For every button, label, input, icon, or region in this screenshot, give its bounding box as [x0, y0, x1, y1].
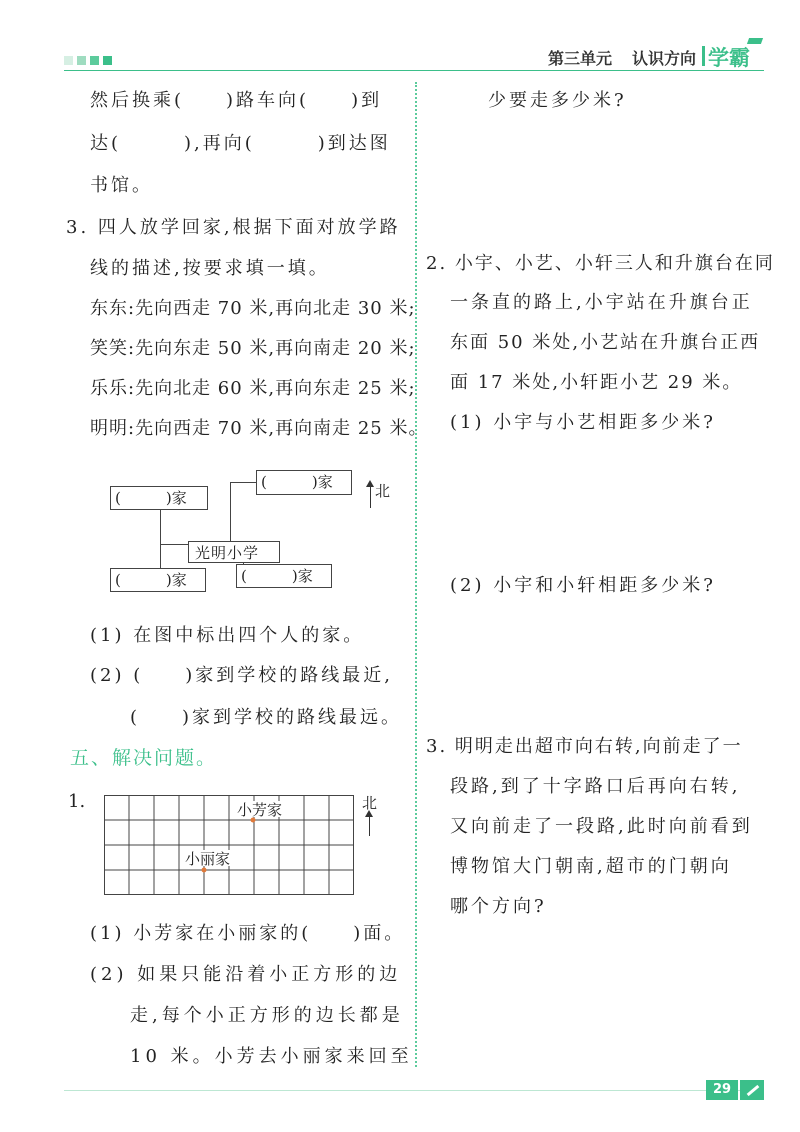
q1-sub2-line-2: 走,每个小正方形的边长都是 — [130, 1005, 404, 1026]
column-divider — [415, 82, 417, 1067]
right-cont: 少要走多少米? — [488, 90, 627, 111]
q2-line-4: 面 17 米处,小轩距小艺 29 米。 — [450, 372, 743, 393]
grid-label-xiaoli-home: 小丽家 — [185, 850, 231, 868]
q3r-line-5: 哪个方向? — [450, 896, 547, 917]
q3r-line-3: 又向前走了一段路,此时向前看到 — [450, 816, 753, 837]
left-cont-line-2: 达( ),再向( )到达图 — [90, 133, 391, 154]
q3-line-2: 线的描述,按要求填一填。 — [90, 258, 330, 279]
map-home-box-northwest[interactable]: ( )家 — [110, 486, 208, 510]
map-home-box-southwest[interactable]: ( )家 — [110, 568, 206, 592]
q3-sub2a: (2) ( )家到学校的路线最近, — [90, 665, 393, 686]
q1-num: 1. — [68, 791, 86, 812]
route-lele: 乐乐:先向北走 60 米,再向东走 25 米; — [90, 378, 416, 399]
header-divider-bar — [702, 46, 705, 66]
q2-sub1: (1) 小宇与小艺相距多少米? — [450, 412, 716, 433]
q3-line-1: 3. 四人放学回家,根据下面对放学路 — [66, 217, 401, 238]
header-rule — [64, 70, 764, 71]
grid-label-xiaofang-home: 小芳家 — [237, 801, 283, 819]
q3-sub1: (1) 在图中标出四个人的家。 — [90, 625, 365, 646]
q2-line-3: 东面 50 米处,小艺站在升旗台正西 — [450, 332, 761, 353]
mortarboard-icon — [747, 38, 763, 44]
grid-north-label: 北 — [362, 794, 378, 812]
left-cont-line-3: 书馆。 — [90, 175, 153, 196]
route-xiaoxiao: 笑笑:先向东走 50 米,再向南走 20 米; — [90, 338, 416, 359]
q1-sub1: (1) 小芳家在小丽家的( )面。 — [90, 923, 406, 944]
footer-rule — [64, 1090, 764, 1091]
left-cont-line-1: 然后换乘( )路车向( )到 — [90, 90, 383, 111]
q3r-line-4: 博物馆大门朝南,超市的门朝向 — [450, 856, 732, 877]
q2-line-2: 一条直的路上,小宇站在升旗台正 — [450, 292, 753, 313]
map-home-box-northeast[interactable]: ( )家 — [256, 470, 352, 495]
q3r-line-2: 段路,到了十字路口后再向右转, — [450, 776, 741, 797]
header-topic: 认识方向 — [632, 49, 697, 68]
q2-sub2: (2) 小宇和小轩相距多少米? — [450, 575, 716, 596]
q3-sub2b: ( )家到学校的路线最远。 — [130, 707, 403, 728]
q2-line-1: 2. 小宇、小艺、小轩三人和升旗台在同 — [426, 253, 775, 274]
section-five-title: 五、解决问题。 — [70, 747, 218, 769]
map-home-box-southeast[interactable]: ( )家 — [236, 564, 332, 588]
q1-sub2-line-3: 10 米。小芳去小丽家来回至 — [130, 1046, 413, 1067]
page-number: 29 — [706, 1080, 738, 1100]
q1-sub2-line-1: (2) 如果只能沿着小正方形的边 — [90, 964, 402, 985]
block-grid — [104, 795, 354, 895]
header-brand: 学霸 — [708, 46, 750, 70]
map-school-box: 光明小学 — [188, 541, 280, 563]
north-arrowhead-icon — [366, 480, 374, 487]
header-unit: 第三单元 — [548, 49, 613, 68]
route-mingming: 明明:先向西走 70 米,再向南走 25 米。 — [90, 418, 428, 439]
q3r-line-1: 3. 明明走出超市向右转,向前走了一 — [426, 736, 743, 757]
north-label: 北 — [375, 482, 391, 500]
route-dongdong: 东东:先向西走 70 米,再向北走 30 米; — [90, 298, 416, 319]
